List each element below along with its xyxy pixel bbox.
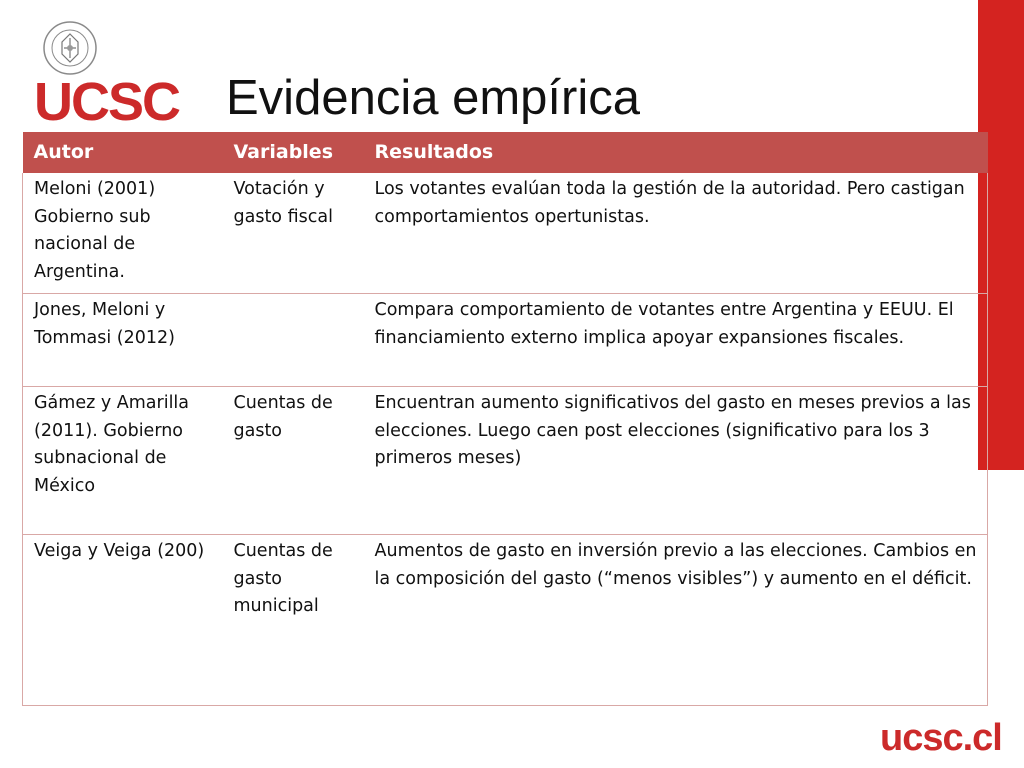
results-table: [22, 132, 988, 706]
university-seal-icon: [42, 20, 98, 76]
header-variables: Variables: [223, 132, 364, 173]
header-resultados: Resultados: [364, 132, 988, 173]
table-row: [23, 173, 988, 294]
cell-autor: Veiga y Veiga (200): [23, 535, 223, 706]
table-row: [23, 535, 988, 706]
cell-resultados: Encuentran aumento significativos del gasto en meses previos a las elecciones. Luego caen post elecciones (significativo para los 3 primeros meses): [364, 387, 988, 535]
header-autor: Autor: [23, 132, 223, 173]
table-row: [23, 387, 988, 535]
cell-autor: Jones, Meloni y Tommasi (2012): [23, 294, 223, 387]
table-header-row: [23, 132, 988, 173]
cell-autor: Gámez y Amarilla (2011). Gobierno subnacional de México: [23, 387, 223, 535]
ucsc-logo: UCSC: [34, 72, 180, 132]
cell-variables: Votación y gasto fiscal: [223, 173, 364, 294]
cell-variables: [223, 294, 364, 387]
table-row: [23, 294, 988, 387]
cell-variables: Cuentas de gasto: [223, 387, 364, 535]
slide-title: Evidencia empírica: [226, 71, 640, 125]
cell-resultados: Los votantes evalúan toda la gestión de la autoridad. Pero castigan comportamientos opertunistas.: [364, 173, 988, 294]
cell-autor: Meloni (2001) Gobierno sub nacional de Argentina.: [23, 173, 223, 294]
footer-ucsc-cl-logo: ucsc.cl: [880, 717, 1002, 759]
cell-variables: Cuentas de gasto municipal: [223, 535, 364, 706]
cell-resultados: Compara comportamiento de votantes entre Argentina y EEUU. El financiamiento externo implica apoyar expansiones fiscales.: [364, 294, 988, 387]
cell-resultados: Aumentos de gasto en inversión previo a las elecciones. Cambios en la composición del gasto (“menos visibles”) y aumento en el déficit.: [364, 535, 988, 706]
